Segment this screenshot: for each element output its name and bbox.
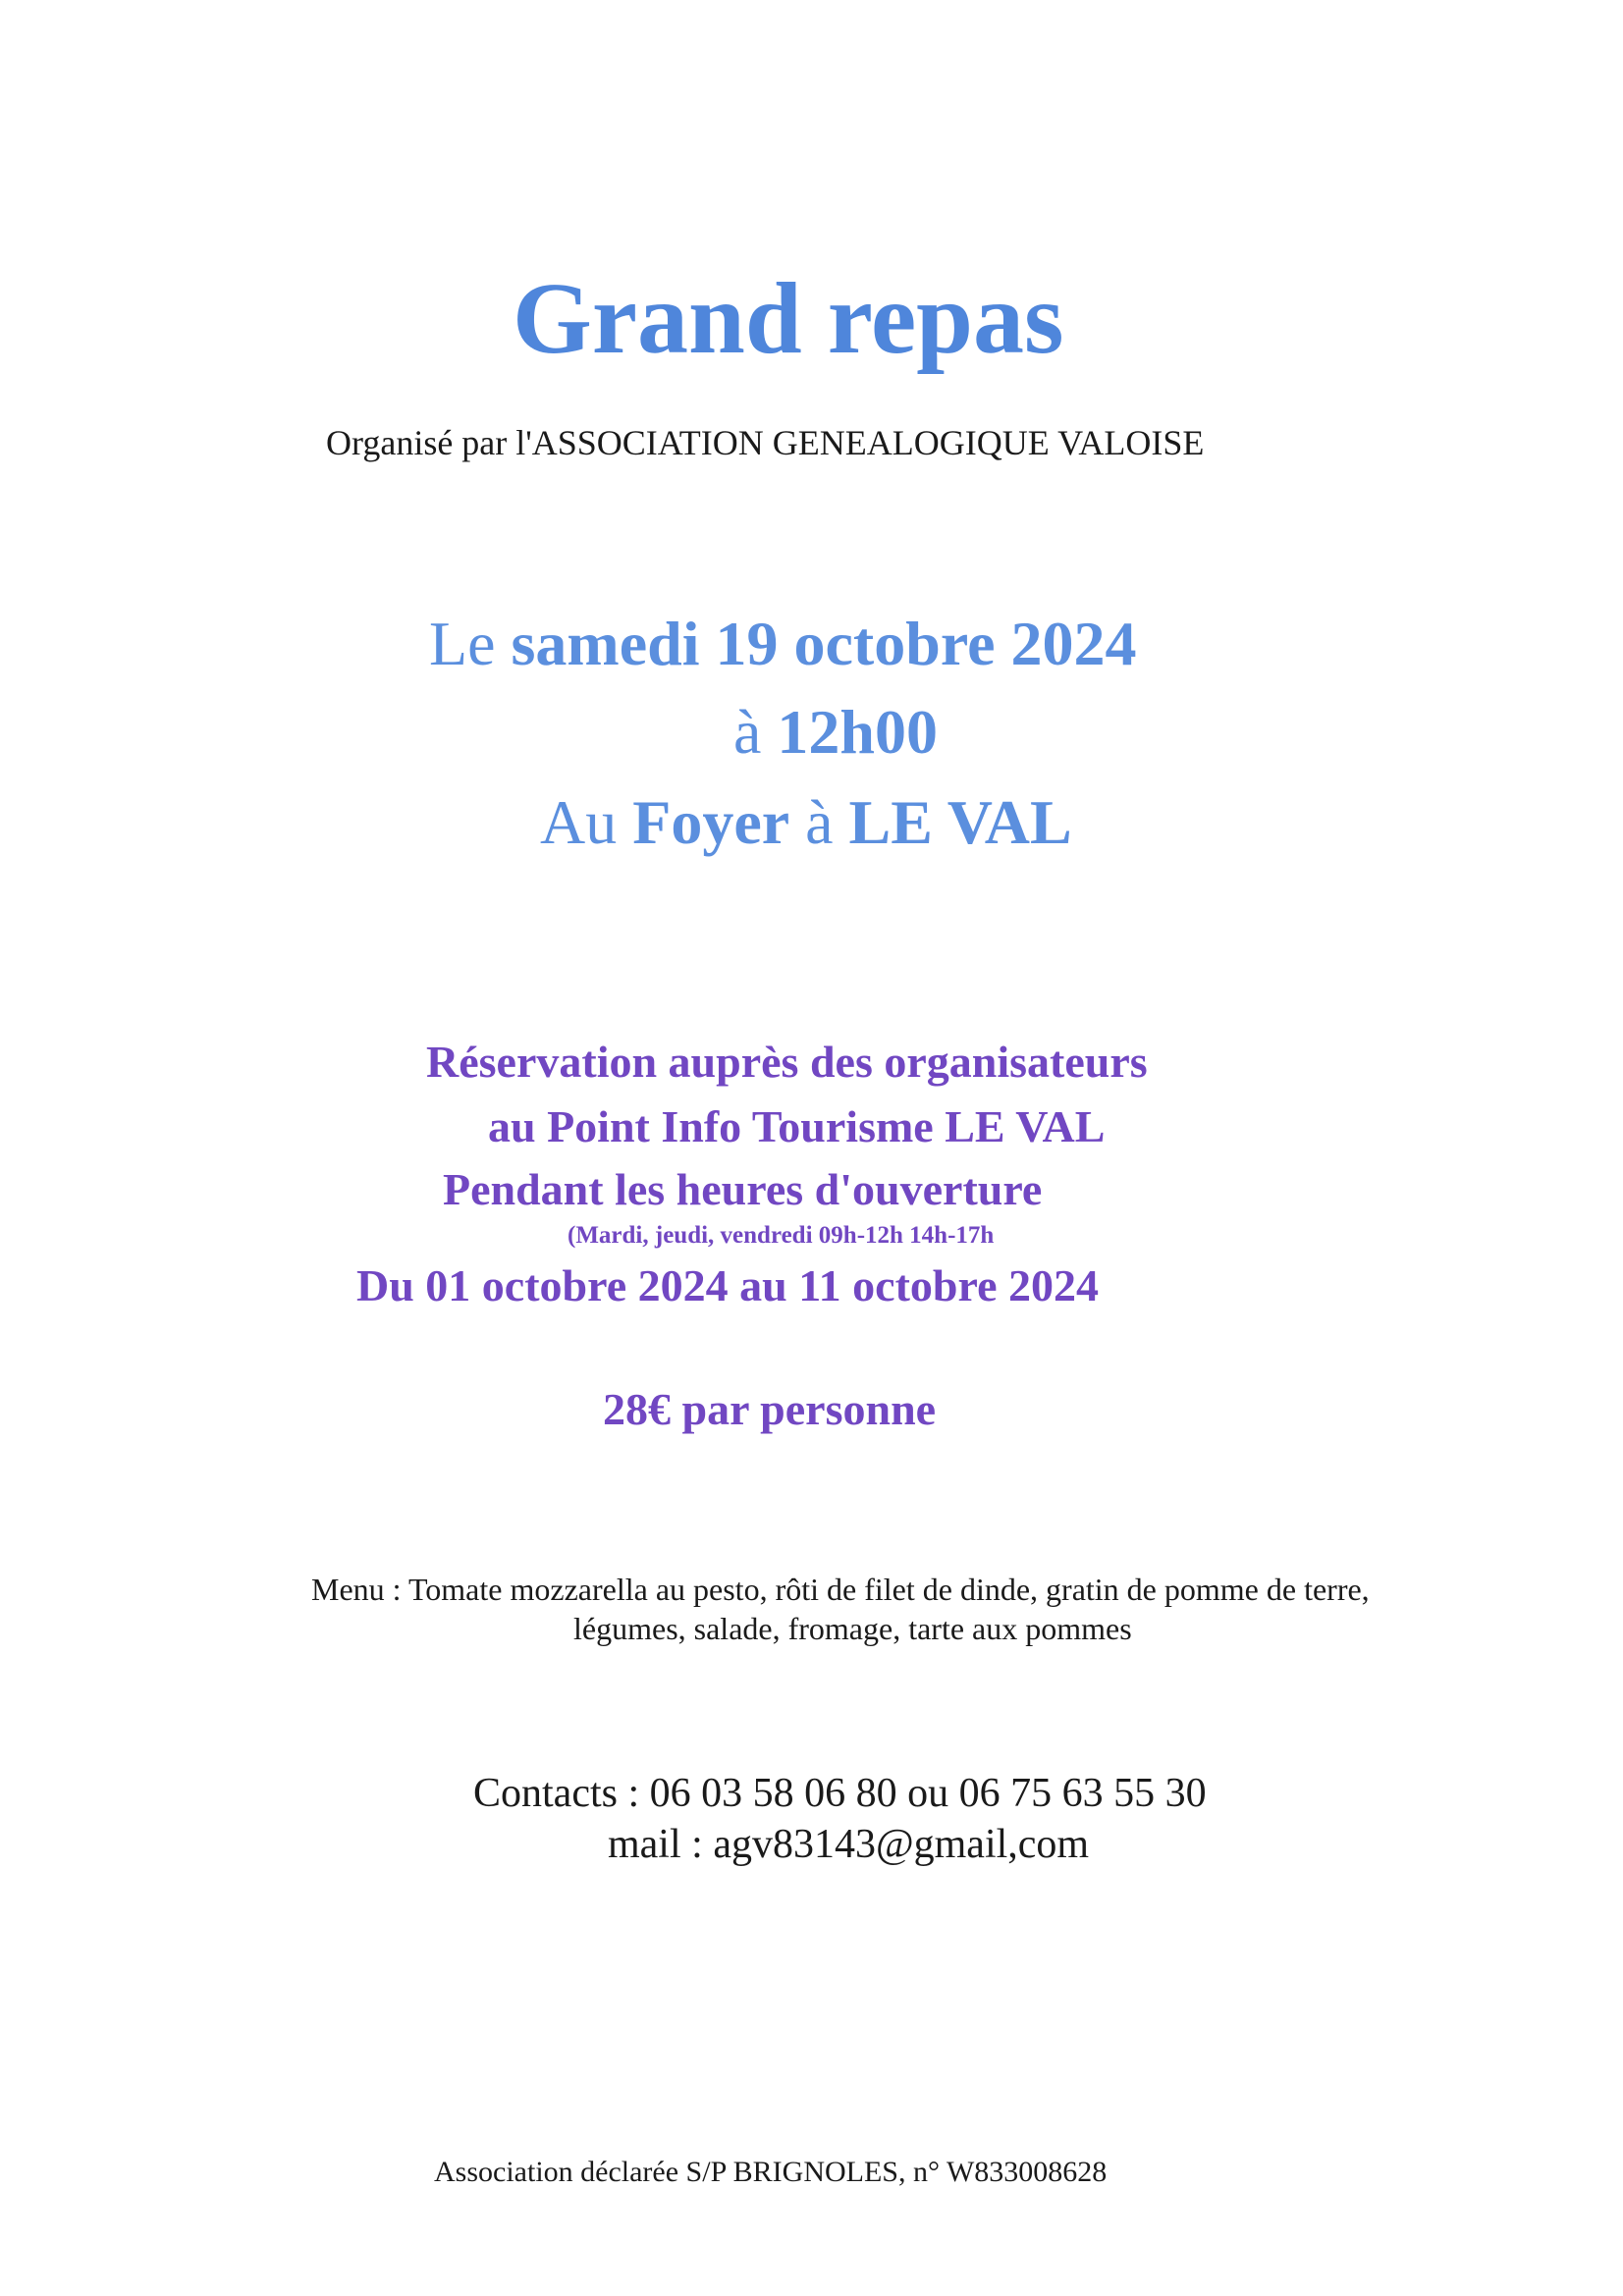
event-place-city: LE VAL <box>848 787 1072 857</box>
event-time-prefix: à <box>733 697 778 767</box>
event-place <box>540 785 1072 861</box>
event-date-prefix: Le <box>429 609 512 678</box>
opening-hours: (Mardi, jeudi, vendredi 09h-12h 14h-17h <box>568 1222 995 1249</box>
event-place-prefix: Au <box>540 787 633 857</box>
event-date-main: samedi 19 octobre 2024 <box>511 609 1137 678</box>
event-place-mid: à <box>789 787 849 857</box>
event-time-main: 12h00 <box>777 697 938 767</box>
menu-line-1: Menu : Tomate mozzarella au pesto, rôti de filet de dinde, gratin de pomme de terre, <box>311 1572 1370 1607</box>
event-time <box>733 695 938 771</box>
event-date <box>429 607 1136 682</box>
event-place-main: Foyer <box>632 787 790 857</box>
reservation-line-2: au Point Info Tourisme LE VAL <box>488 1101 1106 1151</box>
reservation-line-1: Réservation auprès des organisateurs <box>426 1037 1148 1087</box>
footer-registration: Association déclarée S/P BRIGNOLES, n° W833008628 <box>434 2156 1108 2188</box>
reservation-period: Du 01 octobre 2024 au 11 octobre 2024 <box>356 1260 1099 1310</box>
menu-line-2: légumes, salade, fromage, tarte aux pommes <box>573 1611 1132 1646</box>
price: 28€ par personne <box>603 1384 937 1434</box>
contact-phones: Contacts : 06 03 58 06 80 ou 06 75 63 55 30 <box>473 1771 1207 1816</box>
organizer-line: Organisé par l'ASSOCIATION GENEALOGIQUE VALOISE <box>326 423 1205 462</box>
reservation-line-3: Pendant les heures d'ouverture <box>443 1164 1043 1214</box>
contact-mail: mail : agv83143@gmail,com <box>608 1822 1090 1867</box>
page-title: Grand repas <box>513 262 1064 375</box>
